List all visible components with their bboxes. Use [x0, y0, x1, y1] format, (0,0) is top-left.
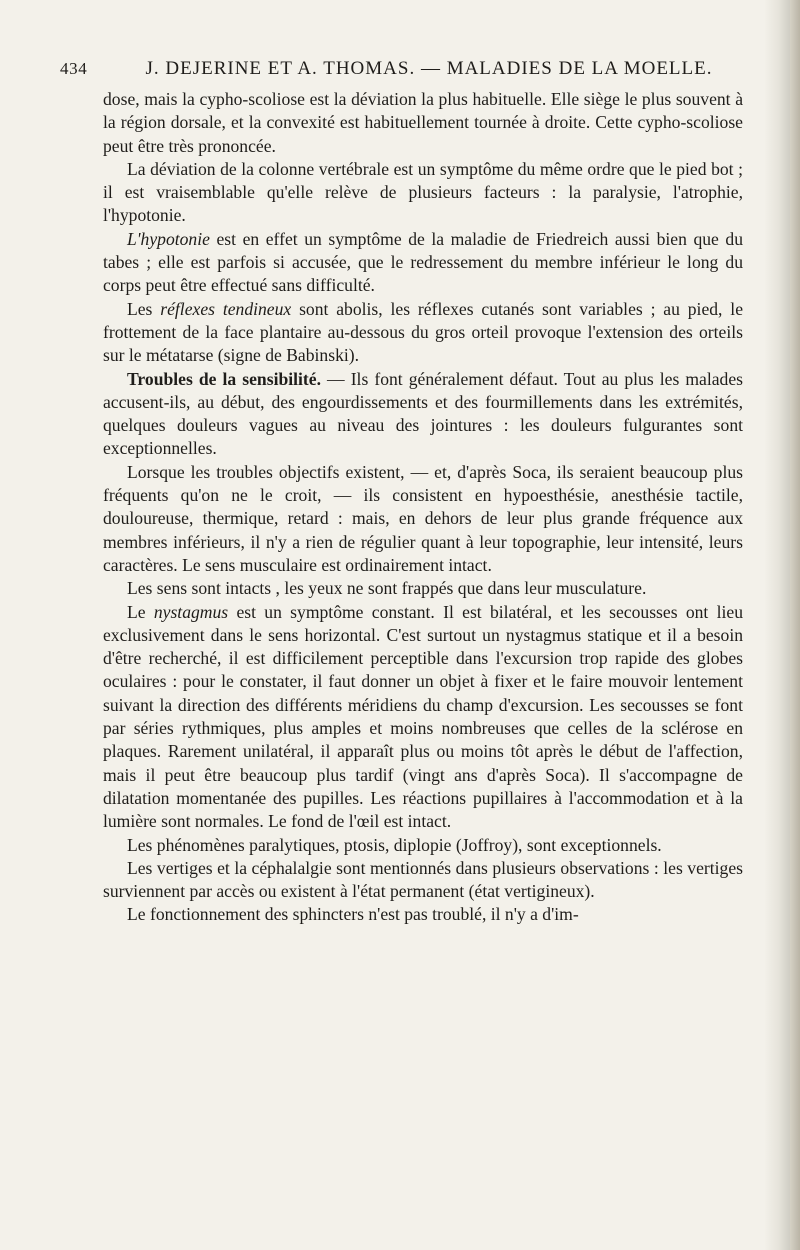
- page-number: 434: [60, 59, 88, 78]
- paragraph-9: Les phénomènes paralytiques, ptosis, diplopie (Joffroy), sont exceptionnels.: [127, 834, 662, 855]
- section-heading-sensibilite: Troubles de la sensibilité.: [127, 368, 321, 389]
- paragraph-6: Lorsque les troubles objectifs existent, — et, d'après Soca, ils seraient beaucoup plus fréquents qu'on ne le croit, — ils consistent en hypoesthésie, anesthésie tactile, douloureuse, thermique, retard : mais, en dehors de leur plus grande fréquence aux membres inférieurs, il n'y a rien de régulier quant à leur topographie, leur intensité, leurs caractères. Le sens musculaire est ordinairement intact.: [103, 461, 743, 575]
- paragraph-8-text: est un symptôme constant. Il est bilatéral, et les secousses ont lieu exclusivement dans le sens horizontal. C'est surtout un nystagmus statique et il a besoin d'être recherché, il est difficilement perceptible dans l'excursion trop rapide des globes oculaires : pour le constater, il faut donner un objet à fixer et le faire mouvoir lentement suivant la direction des différents méridiens du champ d'excursion. Les secousses se font par séries rythmiques, plus amples et moins nombreuses que celles de la sclérose en plaques. Rarement unilatéral, il apparaît plus ou moins tôt après le début de l'affection, mais il peut être beaucoup plus tardif (vingt ans d'après Soca). Il s'accompagne de dilatation momentanée des pupilles. Les réactions pupillaires à l'accommodation et à la lumière sont normales. Le fond de l'œil est intact.: [103, 601, 743, 832]
- paragraph-4-text: sont abolis, les réflexes cutanés sont variables ; au pied, le frottement de la face plantaire au-dessous du gros orteil provoque l'extension des orteils sur le métatarse (signe de Babinski).: [103, 298, 743, 366]
- running-title: J. DEJERINE ET A. THOMAS. — MALADIES DE LA MOELLE.: [145, 58, 713, 79]
- paragraph-10: Les vertiges et la céphalalgie sont mentionnés dans plusieurs observations : les vertiges surviennent par accès ou existent à l'état permanent (état vertigineux).: [103, 857, 743, 902]
- paragraph-2: La déviation de la colonne vertébrale est un symptôme du même ordre que le pied bot ; il est vraisemblable qu'elle relève de plusieurs facteurs : la paralysie, l'atrophie, l'hypotonie.: [103, 158, 743, 226]
- paragraph-5: [103, 368, 743, 461]
- body-text: [103, 88, 743, 927]
- term-nystagmus: nystagmus: [153, 601, 229, 622]
- paragraph-4-lead: Les: [127, 298, 161, 319]
- paragraph-1: dose, mais la cypho-scoliose est la déviation la plus habituelle. Elle siège le plus souvent à la région dorsale, et la convexité est habituellement tournée à droite. Cette cypho-scoliose peut être très prononcée.: [103, 89, 743, 156]
- paragraph-7: Les sens sont intacts , les yeux ne sont frappés que dans leur musculature.: [127, 578, 647, 599]
- paragraph-8: [103, 601, 743, 834]
- paragraph-8-lead: Le: [127, 601, 154, 622]
- running-header: [60, 58, 760, 84]
- page-edge: [790, 0, 800, 1250]
- paragraph-3: [103, 228, 743, 298]
- paragraph-11: Le fonctionnement des sphincters n'est pas troublé, il n'y a d'im-: [127, 904, 579, 925]
- paragraph-4: [103, 298, 743, 368]
- term-reflexes-tendineux: réflexes tendineux: [160, 298, 292, 319]
- paragraph-3-text: est en effet un symptôme de la maladie de Friedreich aussi bien que du tabes ; elle est parfois si accusée, que le redressement du membre inférieur le long du corps peut être effectué sans difficulté.: [103, 228, 743, 296]
- paragraph-5-text: — Ils font généralement défaut. Tout au plus les malades accusent-ils, au début, des engourdissements et des fourmillements dans les extrémités, quelques douleurs vagues au niveau des jointures : les douleurs fulgurantes sont exceptionnelles.: [103, 368, 743, 459]
- term-hypotonie: L'hypotonie: [127, 228, 210, 249]
